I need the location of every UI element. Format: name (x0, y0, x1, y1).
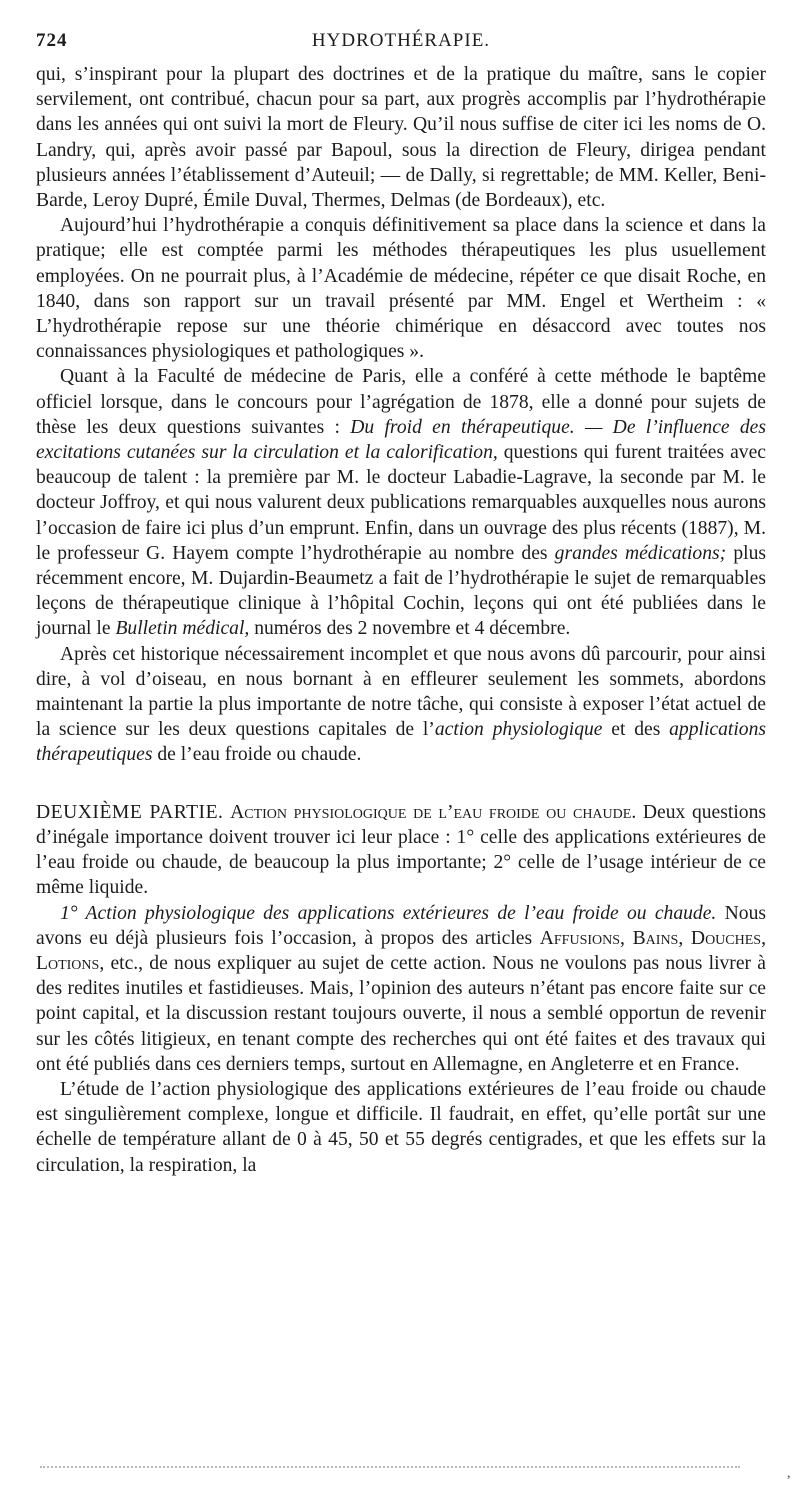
separator: , (678, 927, 691, 949)
article-ref-affusions: Affusions (539, 927, 621, 949)
separator: , (620, 927, 633, 949)
italic-term: applications thérapeutiques (36, 719, 766, 766)
corner-mark: , (787, 1466, 791, 1481)
book-page (36, 30, 766, 1178)
text-run: Nous avons eu déjà plusieurs fois l’occasion, à propos des articles (36, 902, 766, 949)
paragraph-historique (36, 642, 766, 768)
running-title: HYDROTHÉRAPIE. (311, 30, 491, 51)
article-ref-douches: Douches (690, 927, 762, 949)
page-header (36, 30, 766, 62)
text-run: numéros des 2 novembre et 4 décembre. (249, 618, 571, 640)
article-ref-lotions: Lotions (36, 952, 100, 974)
part-two-heading (36, 800, 766, 901)
paragraph-faculte (36, 364, 766, 641)
part-title: Action physiologique de l’eau froide ou chaude. (230, 801, 637, 823)
article-ref-bains: Bains (632, 927, 679, 949)
text-run: questions qui furent traitées avec beaucoup de talent : la première par M. le docteur Labadie-Lagrave, la seconde par M. le docteur Joffroy, et qui nous valurent deux publications remarquables auxquelles nous aurons l’occasion de faire ici plus d’un emprunt. Enfin, dans un ouvrage des plus récents (1887), M. le professeur G. Hayem compte l’hydrothérapie au nombre des (36, 442, 766, 564)
paragraph-section-1 (36, 901, 766, 1077)
text-run: Après cet historique nécessairement incomplet et que nous avons dû parcourir, pour ainsi dire, à vol d’oiseau, en nous bornant à en effleurer seulement les sommets, abordons maintenant la partie la plus importante de notre tâche, qui consiste à exposer l’état actuel de la science sur les deux questions capitales de l’ (36, 643, 766, 741)
text-run: et des (602, 719, 670, 741)
italic-term: action physiologique (434, 719, 603, 741)
paragraph-academie: Aujourd’hui l’hydrothérapie a conquis définitivement sa place dans la science et dans la pratique; elle est comptée parmi les méthodes thérapeutiques les plus usuellement employées. On ne pourrait plus, à l’Académie de médecine, répéter ce que disait Roche, en 1840, dans son rapport sur un travail présenté par MM. Engel et Wertheim : « L’hydrothérapie repose sur une théorie chimérique en désaccord avec toutes nos connaissances physiologiques et pathologiques ». (36, 215, 766, 363)
paragraph-continuation: qui, s’inspirant pour la plupart des doctrines et de la pratique du maître, sans le copier servilement, ont contribué, chacun pour sa part, aux progrès accomplis par l’hydrothérapie dans les années qui ont suivi la mort de Fleury. Qu’il nous suffise de citer ici les noms de O. Landry, qui, après avoir passé par Bapoul, sous la direction de Fleury, dirigea pendant plusieurs années l’établissement d’Auteuil; — de Dally, si regrettable; de MM. Keller, Beni-Barde, Leroy Dupré, Émile Duval, Thermes, Delmas (de Bordeaux), etc. (36, 64, 766, 212)
footer-rule (40, 1466, 740, 1478)
page-number: 724 (36, 30, 68, 51)
text-run: de l’eau froide ou chaude. (152, 744, 362, 766)
text-run: Quant à la Faculté de médecine de Paris, elle a conféré à cette méthode le baptême officiel lorsque, dans le concours pour l’agrégation de 1878, elle a donné pour sujets de thèse les deux questions suivantes : (36, 366, 766, 438)
section-gap (36, 768, 766, 800)
paragraph-etude: L’étude de l’action physiologique des applications extérieures de l’eau froide ou chaude est singulièrement complexe, longue et difficile. Il faudrait, en effet, qu’elle portât sur une échelle de température allant de 0 à 45, 50 et 55 degrés centigrades, et que les effets sur la circulation, la respiration, la (36, 1078, 766, 1176)
part-intro: Deux questions d’inégale importance doivent trouver ici leur place : 1° celle des applications extérieures de l’eau froide ou chaude, de beaucoup la plus importante; 2° celle de l’usage intérieur de ce même liquide. (36, 801, 766, 899)
text-run: plus récemment encore, M. Dujardin-Beaumetz a fait de l’hydrothérapie le sujet de remarquables leçons de thérapeutique clinique à l’hôpital Cochin, leçons qui ont été publiées dans le journal le (36, 542, 766, 640)
section-heading: 1° Action physiologique des applications extérieures de l’eau froide ou chaude. (60, 902, 717, 924)
journal-title: Bulletin médical, (115, 618, 250, 640)
text-run: , etc., de nous expliquer au sujet de cette action. Nous ne voulons pas nous livrer à des redites inutiles et fastidieuses. Mais, l’opinion des auteurs n’étant pas encore faite sur ce point capital, et la discussion restant toujours ouverte, il nous a semblé opportun de revenir sur les côtés litigieux, en tenant compte des recherches qui ont été faites et des travaux qui ont été publiés dans ces derniers temps, surtout en Allemagne, en Angleterre et en France. (36, 952, 766, 1075)
separator: , (761, 927, 766, 949)
book-title: grandes médications; (554, 542, 727, 564)
thesis-titles: Du froid en thérapeutique. — De l’influence des excitations cutanées sur la circulation et la calorification, (36, 416, 766, 464)
part-label: DEUXIÈME PARTIE. (36, 801, 224, 823)
